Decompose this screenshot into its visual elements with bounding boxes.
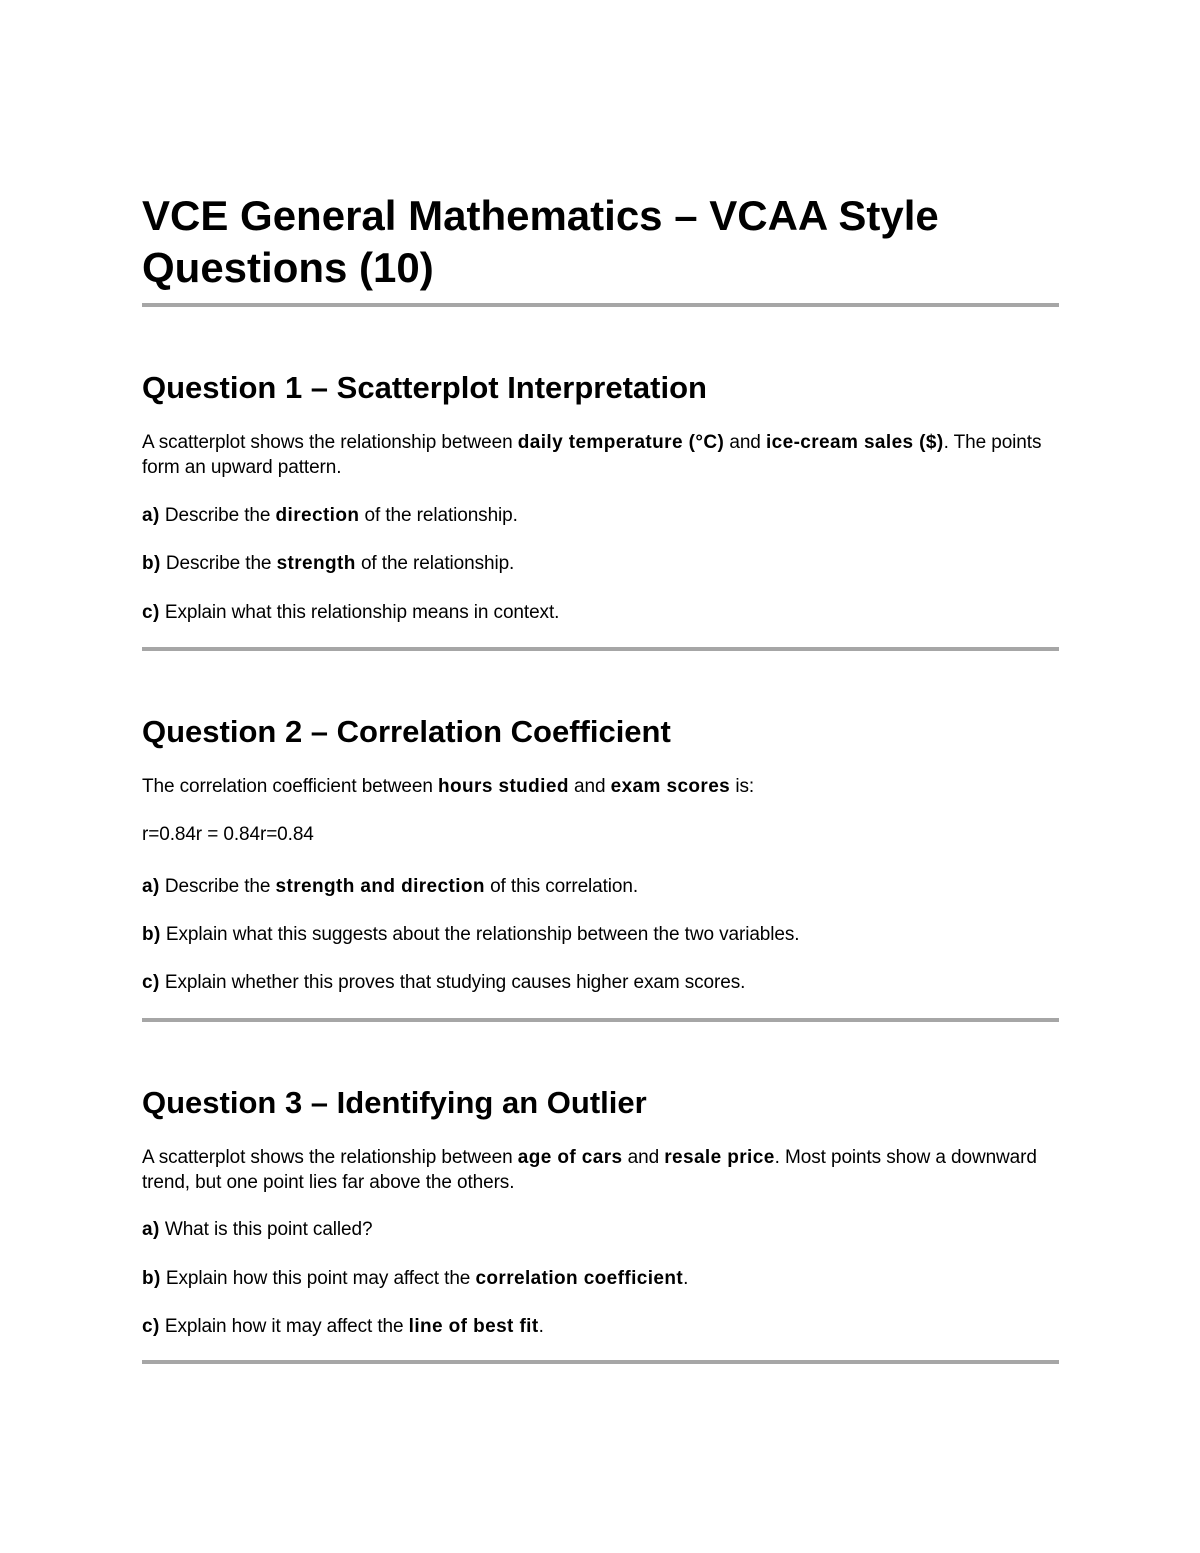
question-1-part-b [142,551,1059,576]
question-1-heading: Question 1 – Scatterplot Interpretation [142,370,707,405]
bold-text-run: age of cars [517,1147,623,1168]
bold-text-run: a) [142,1219,160,1240]
text-run: A scatterplot shows the relationship between [142,1147,518,1168]
question-2-intro [142,774,1059,799]
bold-text-run: strength [276,553,356,574]
question-2-divider [142,1018,1059,1022]
question-2-heading: Question 2 – Correlation Coefficient [142,714,671,749]
question-1-part-c [142,600,1059,625]
text-run: . [538,1316,544,1337]
text-run: The correlation coefficient between [142,776,439,797]
question-3-part-c [142,1314,1059,1339]
question-3-part-a [142,1217,1059,1242]
question-3-heading: Question 3 – Identifying an Outlier [142,1085,647,1120]
title-divider [142,303,1059,307]
bold-text-run: resale price [664,1147,775,1168]
question-2-part-c [142,970,1059,995]
question-3-part-b [142,1266,1059,1291]
text-run: Describe the [159,505,276,526]
question-1-part-a [142,503,1059,528]
question-2-part-b [142,922,1059,947]
text-run: of the relationship. [355,553,515,574]
text-run: Describe the [159,876,276,897]
text-run: Explain whether this proves that studying causes higher exam scores. [159,972,746,993]
bold-text-run: c) [142,972,160,993]
text-run: . [683,1268,689,1289]
bold-text-run: daily temperature (°C) [517,432,725,453]
bold-text-run: c) [142,602,160,623]
bold-text-run: hours studied [438,776,569,797]
question-2-part-a [142,874,1059,899]
text-run: of the relationship. [359,505,518,526]
bold-text-run: strength and direction [275,876,485,897]
bold-text-run: b) [142,924,161,945]
bold-text-run: exam scores [610,776,731,797]
bold-text-run: b) [142,553,161,574]
text-run: Explain how it may affect the [159,1316,409,1337]
bold-text-run: b) [142,1268,161,1289]
bold-text-run: correlation coefficient [475,1268,684,1289]
text-run: of this correlation. [484,876,639,897]
bold-text-run: line of best fit [408,1316,539,1337]
text-run: Explain how this point may affect the [160,1268,476,1289]
text-run: Explain what this suggests about the relationship between the two variables. [160,924,800,945]
question-1-divider [142,647,1059,651]
bold-text-run: a) [142,505,160,526]
text-run: A scatterplot shows the relationship between [142,432,518,453]
text-run: . Most points show a downward trend, but one point lies far above the others. [142,1147,1037,1193]
question-3-divider [142,1360,1059,1364]
bold-text-run: direction [275,505,360,526]
text-run: and [622,1147,665,1168]
question-2-formula: r=0.84r = 0.84r=0.84 [142,824,314,845]
bold-text-run: ice-cream sales ($) [765,432,944,453]
text-run: and [568,776,611,797]
text-run: Explain what this relationship means in context. [159,602,560,623]
text-run: . The points form an upward pattern. [142,432,1042,478]
text-run: Describe the [160,553,277,574]
text-run: and [724,432,766,453]
question-3-intro [142,1145,1059,1195]
text-run: What is this point called? [159,1219,373,1240]
bold-text-run: c) [142,1316,160,1337]
document-title: VCE General Mathematics – VCAA Style Questions (10) [142,192,939,291]
bold-text-run: a) [142,876,160,897]
question-1-intro [142,430,1059,480]
text-run: is: [730,776,755,797]
